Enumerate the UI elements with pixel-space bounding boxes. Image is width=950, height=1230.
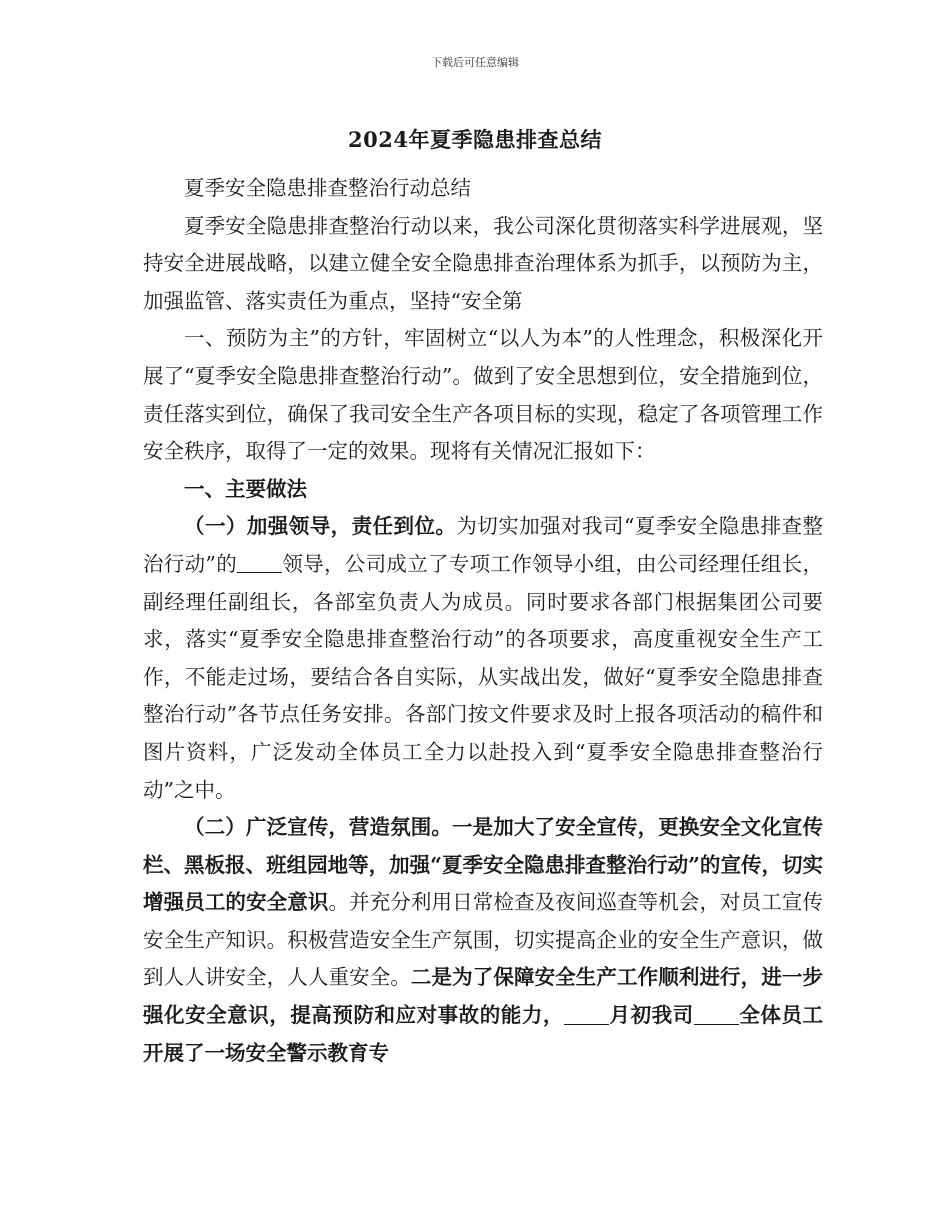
fill-in-blank (694, 1003, 739, 1025)
fill-in-blank (237, 552, 282, 574)
section-heading-main-practices: 一、主要做法 (184, 476, 307, 501)
publicity-bold-a: （二）广泛宣传，营造氛围。一是加大了安全宣传，更换安全文化宣传栏、黑板报、班组园地等，加强“夏季安全隐患排查整治行动”的宣传，切实增强员工的安全意识 (143, 815, 823, 915)
fill-in-blank (564, 1003, 609, 1025)
header-note: 下载后可任意编辑 (431, 56, 519, 69)
leadership-text-b: 领导，公司成立了专项工作领导小组，由公司经理任组长，副经理任副组长，各部室负责人为成员。同时要求各部门根据集团公司要求，落实“夏季安全隐患排查整治行动”的各项要求，高度重视安全生产工作，不能走过场，要结合各自实际，从实战出发，做好“夏季安全隐患排查整治行动”各节点任务安排。各部门按文件要求及时上报各项活动的稿件和图片资料，广泛发动全体员工全力以赴投入到“夏季安全隐患排查整治行动”之中。 (143, 551, 823, 802)
paragraph-intro: 夏季安全隐患排查整治行动以来，我公司深化贯彻落实科学进展观，坚持安全进展战略，以建立健全安全隐患排查治理体系为抓手，以预防为主，加强监管、落实责任为重点，坚持“安全第 (143, 213, 823, 313)
publicity-bold-b: 二是为了保障安全生产工作顺利进行，进一步强化安全意识，提高预防和应对事故的能力， (143, 965, 823, 1028)
publicity-bold-c: 月初我司 (609, 1003, 694, 1028)
leadership-text-a: 为切实加强对我司“夏季安全隐患排查整治行动”的 (143, 514, 823, 576)
paragraph-subtitle: 夏季安全隐患排查整治行动总结 (184, 176, 471, 200)
paragraph-leadership (143, 508, 823, 809)
paragraph-publicity (143, 809, 823, 1072)
leadership-lead: （一）加强领导，责任到位。 (184, 514, 457, 539)
document-body (143, 170, 823, 1072)
publicity-bold-d: 全体员工开展了一场安全警示教育专 (143, 1003, 824, 1065)
document-title: 2024年夏季隐患排查总结 (348, 127, 602, 152)
paragraph-intro-continued: 一、预防为主”的方针，牢固树立“以人为本”的人性理念，积极深化开展了“夏季安全隐患排查整治行动”。做到了安全思想到位，安全措施到位，责任落实到位，确保了我司安全生产各项目标的实现，稳定了各项管理工作安全秩序，取得了一定的效果。现将有关情况汇报如下： (143, 326, 823, 464)
publicity-normal: 。并充分利用日常检查及夜间巡查等机会，对员工宣传安全生产知识。积极营造安全生产氛围，切实提高企业的安全生产意识，做到人人讲安全，人人重安全。 (143, 890, 823, 990)
